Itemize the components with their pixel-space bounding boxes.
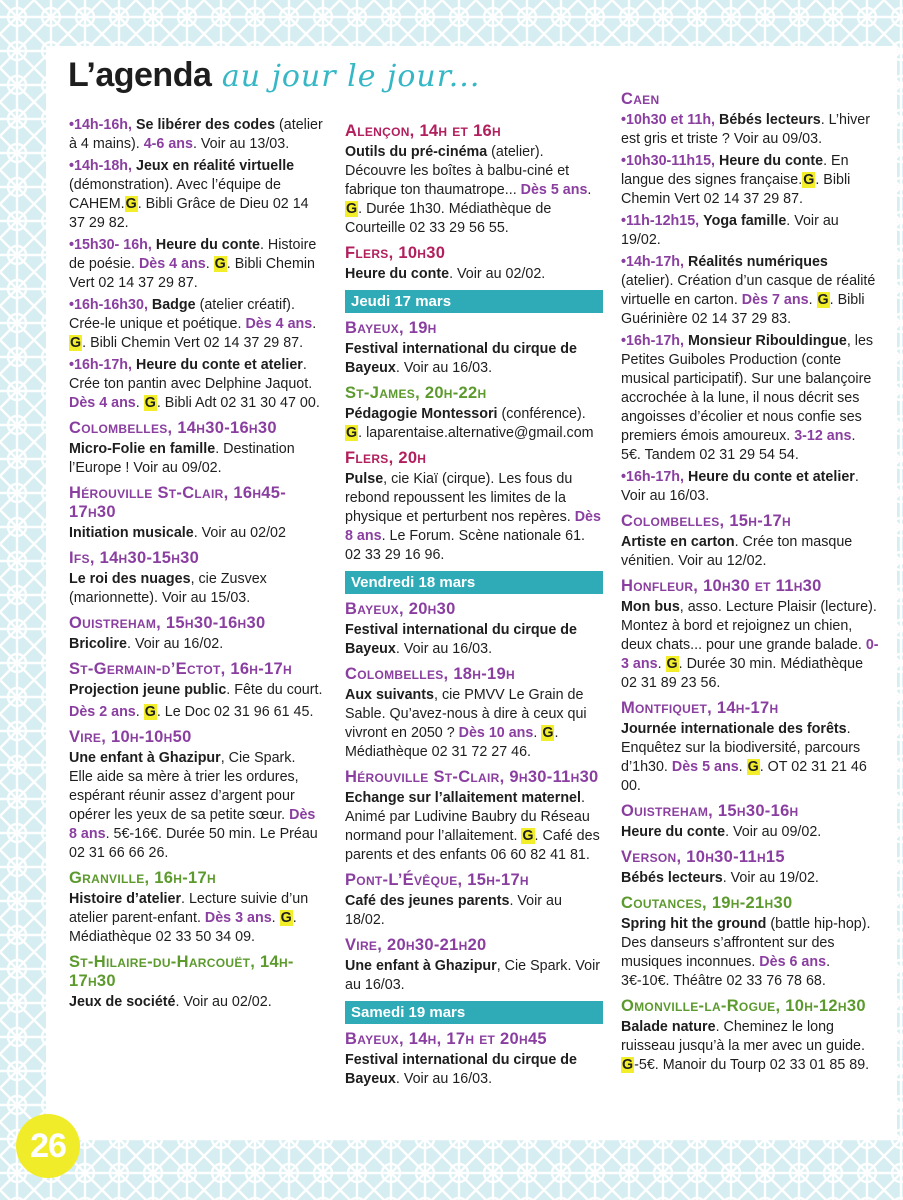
event-details: . Bibli Chemin Vert 02 14 37 29 87. xyxy=(621,172,851,207)
city-heading: St-Germain-d’Ectot, 16h-17h xyxy=(69,660,292,678)
event-entry xyxy=(345,789,603,865)
city-heading: Bayeux, 14h, 17h et 20h45 xyxy=(345,1030,547,1048)
event-time: •14h-17h, xyxy=(621,254,685,270)
event-title: Jeux de société xyxy=(69,994,176,1010)
day-header: Jeudi 17 mars xyxy=(345,290,603,313)
free-entry-badge: G xyxy=(144,704,156,720)
event-title: Projection jeune public xyxy=(69,682,227,698)
event-title: Festival international du cirque de Bayeux xyxy=(345,341,577,376)
column-3 xyxy=(621,84,879,1078)
event-time: •11h-12h15, xyxy=(621,213,700,229)
free-entry-badge: G xyxy=(280,910,292,926)
event-title: Initiation musicale xyxy=(69,525,194,541)
event-details: . 5€. Tandem 02 31 29 54 54. xyxy=(621,428,856,463)
event-entry xyxy=(69,681,323,700)
age-range: 3-12 ans xyxy=(794,428,852,444)
separator: . xyxy=(587,182,592,198)
event-title: Monsieur Ribouldingue xyxy=(688,333,847,349)
free-entry-badge: G xyxy=(622,1057,634,1073)
day-header: Samedi 19 mars xyxy=(345,1001,603,1024)
event-entry xyxy=(345,621,603,659)
event-details: . 5€-16€. Durée 50 min. Le Préau 02 31 66 66 26. xyxy=(69,826,318,861)
age-range: Dès 4 ans xyxy=(138,256,206,272)
event-details: . Médiathèque 02 31 72 27 46. xyxy=(345,725,559,760)
city-heading: Bayeux, 20h30 xyxy=(345,600,456,618)
event-entry xyxy=(345,405,603,443)
event-details: . Bibli Guérinière 02 14 37 29 83. xyxy=(621,292,865,327)
event-description: . Voir au 19/02. xyxy=(621,213,839,248)
free-entry-badge: G xyxy=(70,335,82,351)
event-title: Pédagogie Montessori xyxy=(345,406,498,422)
event-description: (atelier). Découvre les boîtes à balbu-ciné et fabrique ton thaumatrope... xyxy=(345,144,570,198)
event-entry xyxy=(621,533,879,571)
event-title: Pulse xyxy=(345,471,384,487)
free-entry-badge: G xyxy=(522,828,534,844)
event-entry xyxy=(621,212,879,250)
age-range: Dès 3 ans xyxy=(204,910,272,926)
age-range: Dès 8 ans xyxy=(345,509,601,544)
event-title: Histoire d’atelier xyxy=(69,891,182,907)
age-range: Dès 6 ans xyxy=(759,954,827,970)
event-description: , asso. Lecture Plaisir (lecture). Montez à bord et rejoignez un chien, deux chats... pour une grande balade. xyxy=(621,599,877,653)
page-title xyxy=(68,56,480,95)
city-heading: Alençon, 14h et 16h xyxy=(345,122,501,140)
event-title: Journée internationale des forêts xyxy=(621,721,847,737)
event-description: (atelier à 4 mains). xyxy=(69,117,323,152)
event-title: Se libérer des codes xyxy=(136,117,276,133)
event-title: Réalités numériques xyxy=(688,254,828,270)
event-entry xyxy=(69,749,323,863)
separator: . xyxy=(657,656,666,672)
city-heading: Vire, 10h-10h50 xyxy=(69,728,192,746)
event-description: . L’hiver est gris et triste ? Voir au 09/03. xyxy=(621,112,871,147)
event-description: . Voir au 16/03. xyxy=(621,469,859,504)
city-heading: Pont-L’Évêque, 15h-17h xyxy=(345,871,529,889)
event-title: Outils du pré-cinéma xyxy=(345,144,488,160)
event-entry xyxy=(69,236,323,293)
separator: . xyxy=(312,316,317,332)
event-entry xyxy=(345,143,603,238)
event-description: . Voir au 16/03. xyxy=(395,1071,493,1087)
event-entry xyxy=(621,823,879,842)
event-description: , les Petites Guiboles Production (conte musical participatif). Sur une balançoire accrochée à la lune, il nous décrit ses angoisses d’écolier et nous confie ses premiers émois amoureux. xyxy=(621,333,874,444)
event-entry xyxy=(621,720,879,796)
event-title: Bébés lecteurs xyxy=(621,870,723,886)
event-entry xyxy=(621,915,879,991)
free-entry-badge: G xyxy=(346,425,358,441)
event-description: . Fête du court. xyxy=(226,682,323,698)
event-description: . Voir au 16/03. xyxy=(395,360,493,376)
event-time: •10h30 et 11h, xyxy=(621,112,716,128)
event-description: . Cheminez le long ruisseau jusqu’à la mer avec un guide. xyxy=(621,1019,865,1054)
city-heading: Colombelles, 14h30-16h30 xyxy=(69,419,277,437)
event-details: -5€. Manoir du Tourp 02 33 01 85 89. xyxy=(634,1057,870,1073)
city-heading: Verson, 10h30-11h15 xyxy=(621,848,785,866)
event-time: •16h-17h, xyxy=(69,357,133,373)
event-entry xyxy=(345,1051,603,1089)
event-time: •16h-17h, xyxy=(621,333,685,349)
city-heading: Colombelles, 18h-19h xyxy=(345,665,515,683)
age-range: Dès 4 ans xyxy=(69,395,136,411)
event-details: . Bibli Adt 02 31 30 47 00. xyxy=(156,395,320,411)
event-title: Heure du conte et atelier xyxy=(136,357,303,373)
event-title: Balade nature xyxy=(621,1019,716,1035)
city-heading: Honfleur, 10h30 et 11h30 xyxy=(621,577,822,595)
event-title: Heure du conte xyxy=(345,266,450,282)
city-heading: Caen xyxy=(621,90,660,108)
event-entry xyxy=(69,635,323,654)
event-entry xyxy=(345,265,603,284)
city-heading: St-Hilaire-du-Harcouët, 14h-17h30 xyxy=(69,953,294,990)
free-entry-badge: G xyxy=(125,196,137,212)
city-heading: Bayeux, 19h xyxy=(345,319,437,337)
event-title: Mon bus xyxy=(621,599,680,615)
event-title: Heure du conte xyxy=(621,824,726,840)
separator: . xyxy=(808,292,817,308)
age-range: Dès 7 ans xyxy=(741,292,809,308)
event-title: Artiste en carton xyxy=(621,534,735,550)
event-entry xyxy=(69,440,323,478)
event-entry xyxy=(621,468,879,506)
event-description: . Voir au 02/02 xyxy=(193,525,286,541)
event-description: , Cie Spark. Voir au 16/03. xyxy=(345,958,601,993)
event-time: •14h-18h, xyxy=(69,158,133,174)
separator: . xyxy=(205,256,214,272)
event-title: Heure du conte xyxy=(155,237,260,253)
event-description: . Voir au 19/02. xyxy=(722,870,819,886)
event-entry xyxy=(69,570,323,608)
city-heading: Omonville-la-Rogue, 10h-12h30 xyxy=(621,997,866,1015)
event-title: Une enfant à Ghazipur xyxy=(69,750,221,766)
event-entry xyxy=(621,152,879,209)
event-description: (atelier créatif). Crée-le unique et poétique. xyxy=(69,297,295,332)
city-heading: Ouistreham, 15h30-16h30 xyxy=(69,614,266,632)
event-description: . Crée ton masque vénitien. Voir au 12/02. xyxy=(621,534,853,569)
city-heading: Coutances, 19h-21h30 xyxy=(621,894,793,912)
event-description: . Voir au 16/02. xyxy=(127,636,224,652)
event-time: •16h-17h, xyxy=(621,469,685,485)
event-entry xyxy=(69,703,323,722)
event-details: . Le Doc 02 31 96 61 45. xyxy=(156,704,314,720)
city-heading: Vire, 20h30-21h20 xyxy=(345,936,487,954)
event-title: Une enfant à Ghazipur xyxy=(345,958,497,974)
event-description: , cie Kiaï (cirque). Les fous du rebond repoussent les limites de la physique et perturbent nos repères. xyxy=(345,471,575,525)
event-title: Micro-Folie en famille xyxy=(69,441,216,457)
event-title: Spring hit the ground xyxy=(621,916,767,932)
column-1 xyxy=(69,116,323,1015)
event-time: •10h30-11h15, xyxy=(621,153,716,169)
free-entry-badge: G xyxy=(666,656,678,672)
event-entry xyxy=(69,116,323,154)
free-entry-badge: G xyxy=(817,292,829,308)
event-details: . Médiathèque 02 33 50 34 09. xyxy=(69,910,297,945)
event-time: •15h30- 16h, xyxy=(69,237,152,253)
event-description: , cie PMVV Le Grain de Sable. Qu’avez-nous à dire à ceux qui vivront en 2050 ? xyxy=(345,687,587,741)
event-entry xyxy=(345,892,603,930)
event-description: (conférence). xyxy=(497,406,586,422)
event-entry xyxy=(69,157,323,233)
event-entry xyxy=(345,340,603,378)
event-entry xyxy=(621,332,879,465)
event-description: , Cie Spark. Elle aide sa mère à trier les ordures, espérant réunir assez d’argent pour opérer les yeux de sa petite sœur. xyxy=(69,750,299,823)
city-heading: St-James, 20h-22h xyxy=(345,384,487,402)
city-heading: Granville, 16h-17h xyxy=(69,869,216,887)
age-range: Dès 4 ans xyxy=(245,316,313,332)
event-entry xyxy=(69,356,323,413)
event-details: . Bibli Grâce de Dieu 02 14 37 29 82. xyxy=(69,196,309,231)
event-details: . Voir au 13/03. xyxy=(192,136,290,152)
separator: . xyxy=(738,759,747,775)
page-number-badge: 26 xyxy=(16,1114,80,1178)
event-entry xyxy=(621,253,879,329)
city-heading: Flers, 10h30 xyxy=(345,244,446,262)
age-range: 0-3 ans xyxy=(621,637,879,672)
separator: . xyxy=(135,704,144,720)
event-details: . Durée 30 min. Médiathèque 02 31 89 23 56. xyxy=(621,656,864,691)
event-description: . Voir au 02/02. xyxy=(175,994,272,1010)
event-description: . En langue des signes française. xyxy=(621,153,849,188)
free-entry-badge: G xyxy=(747,759,759,775)
event-title: Echange sur l’allaitement maternel xyxy=(345,790,581,806)
title-script: au jour le jour... xyxy=(221,59,481,94)
event-description: . Destination l’Europe ! Voir au 09/02. xyxy=(69,441,295,476)
event-title: Heure du conte et atelier xyxy=(688,469,855,485)
free-entry-badge: G xyxy=(144,395,156,411)
event-entry xyxy=(69,524,323,543)
age-range: Dès 10 ans xyxy=(458,725,534,741)
event-title: Café des jeunes parents xyxy=(345,893,510,909)
event-entry xyxy=(621,1018,879,1075)
event-entry xyxy=(69,890,323,947)
event-description: . Lecture suivie d’un atelier parent-enfant. xyxy=(69,891,309,926)
event-description: (atelier). Création d’un casque de réalité virtuelle en carton. xyxy=(621,273,876,308)
age-range: Dès 8 ans xyxy=(69,807,316,842)
column-2 xyxy=(345,116,603,1092)
event-title: Festival international du cirque de Bayeux xyxy=(345,622,577,657)
event-details: . Bibli Chemin Vert 02 14 37 29 87. xyxy=(69,256,315,291)
day-header: Vendredi 18 mars xyxy=(345,571,603,594)
age-range: Dès 5 ans xyxy=(671,759,739,775)
event-time: •14h-16h, xyxy=(69,117,133,133)
event-title: Jeux en réalité virtuelle xyxy=(136,158,295,174)
event-details: . 3€-10€. Théâtre 02 33 76 78 68. xyxy=(621,954,831,989)
event-details: . OT 02 31 21 46 00. xyxy=(621,759,867,794)
event-time: •16h-16h30, xyxy=(69,297,148,313)
city-heading: Hérouville St-Clair, 16h45-17h30 xyxy=(69,484,287,521)
event-entry xyxy=(621,111,879,149)
event-description: . Crée ton pantin avec Delphine Jaquot. xyxy=(69,357,313,392)
event-description: . Voir au 02/02. xyxy=(449,266,546,282)
event-description: (battle hip-hop). Des danseurs s’affrontent sur des musiques inconnues. xyxy=(621,916,871,970)
event-description: (démonstration). Avec l’équipe de CAHEM. xyxy=(69,177,281,212)
event-description: . Histoire de poésie. xyxy=(69,237,317,272)
city-heading: Colombelles, 15h-17h xyxy=(621,512,791,530)
event-entry xyxy=(345,686,603,762)
city-heading: Hérouville St-Clair, 9h30-11h30 xyxy=(345,768,599,786)
event-entry xyxy=(345,957,603,995)
event-title: Bricolire xyxy=(69,636,128,652)
separator: . xyxy=(135,395,144,411)
event-description: . Animé par Ludivine Baubry du Réseau normand pour l’allaitement. xyxy=(345,790,590,844)
city-heading: Ifs, 14h30-15h30 xyxy=(69,549,200,567)
event-entry xyxy=(621,598,879,693)
event-description: . Voir au 09/02. xyxy=(725,824,822,840)
event-description: . Enquêtez sur la biodiversité, parcours d’1h30. xyxy=(621,721,861,775)
event-title: Heure du conte xyxy=(719,153,824,169)
free-entry-badge: G xyxy=(346,201,358,217)
age-range: Dès 5 ans xyxy=(520,182,588,198)
event-entry xyxy=(345,470,603,565)
event-entry xyxy=(69,993,323,1012)
event-description: , cie Zusvex (marionnette). Voir au 15/03. xyxy=(69,571,267,606)
event-details: . Durée 1h30. Médiathèque de Courteille 02 33 29 56 55. xyxy=(345,201,552,236)
free-entry-badge: G xyxy=(214,256,226,272)
event-description: . Voir au 16/03. xyxy=(395,641,493,657)
event-details: . laparentaise.alternative@gmail.com xyxy=(358,425,594,441)
event-details: . Bibli Chemin Vert 02 14 37 29 87. xyxy=(82,335,304,351)
event-description: . Voir au 18/02. xyxy=(345,893,562,928)
event-title: Yoga famille xyxy=(703,213,787,229)
separator: . xyxy=(533,725,542,741)
event-title: Badge xyxy=(151,297,196,313)
event-entry xyxy=(69,296,323,353)
event-title: Bébés lecteurs xyxy=(719,112,821,128)
age-range: 4-6 ans xyxy=(143,136,193,152)
age-range: Dès 2 ans xyxy=(69,704,136,720)
event-title: Aux suivants xyxy=(345,687,434,703)
separator: . xyxy=(271,910,280,926)
free-entry-badge: G xyxy=(803,172,815,188)
city-heading: Montfiquet, 14h-17h xyxy=(621,699,779,717)
city-heading: Flers, 20h xyxy=(345,449,427,467)
event-details: . Café des parents et des enfants 06 60 82 41 81. xyxy=(345,828,600,863)
event-title: Festival international du cirque de Bayeux xyxy=(345,1052,577,1087)
free-entry-badge: G xyxy=(542,725,554,741)
event-details: . Le Forum. Scène nationale 61. 02 33 29 16 96. xyxy=(345,528,586,563)
title-main: L’agenda xyxy=(68,56,212,94)
event-entry xyxy=(621,869,879,888)
city-heading: Ouistreham, 15h30-16h xyxy=(621,802,799,820)
event-title: Le roi des nuages xyxy=(69,571,191,587)
